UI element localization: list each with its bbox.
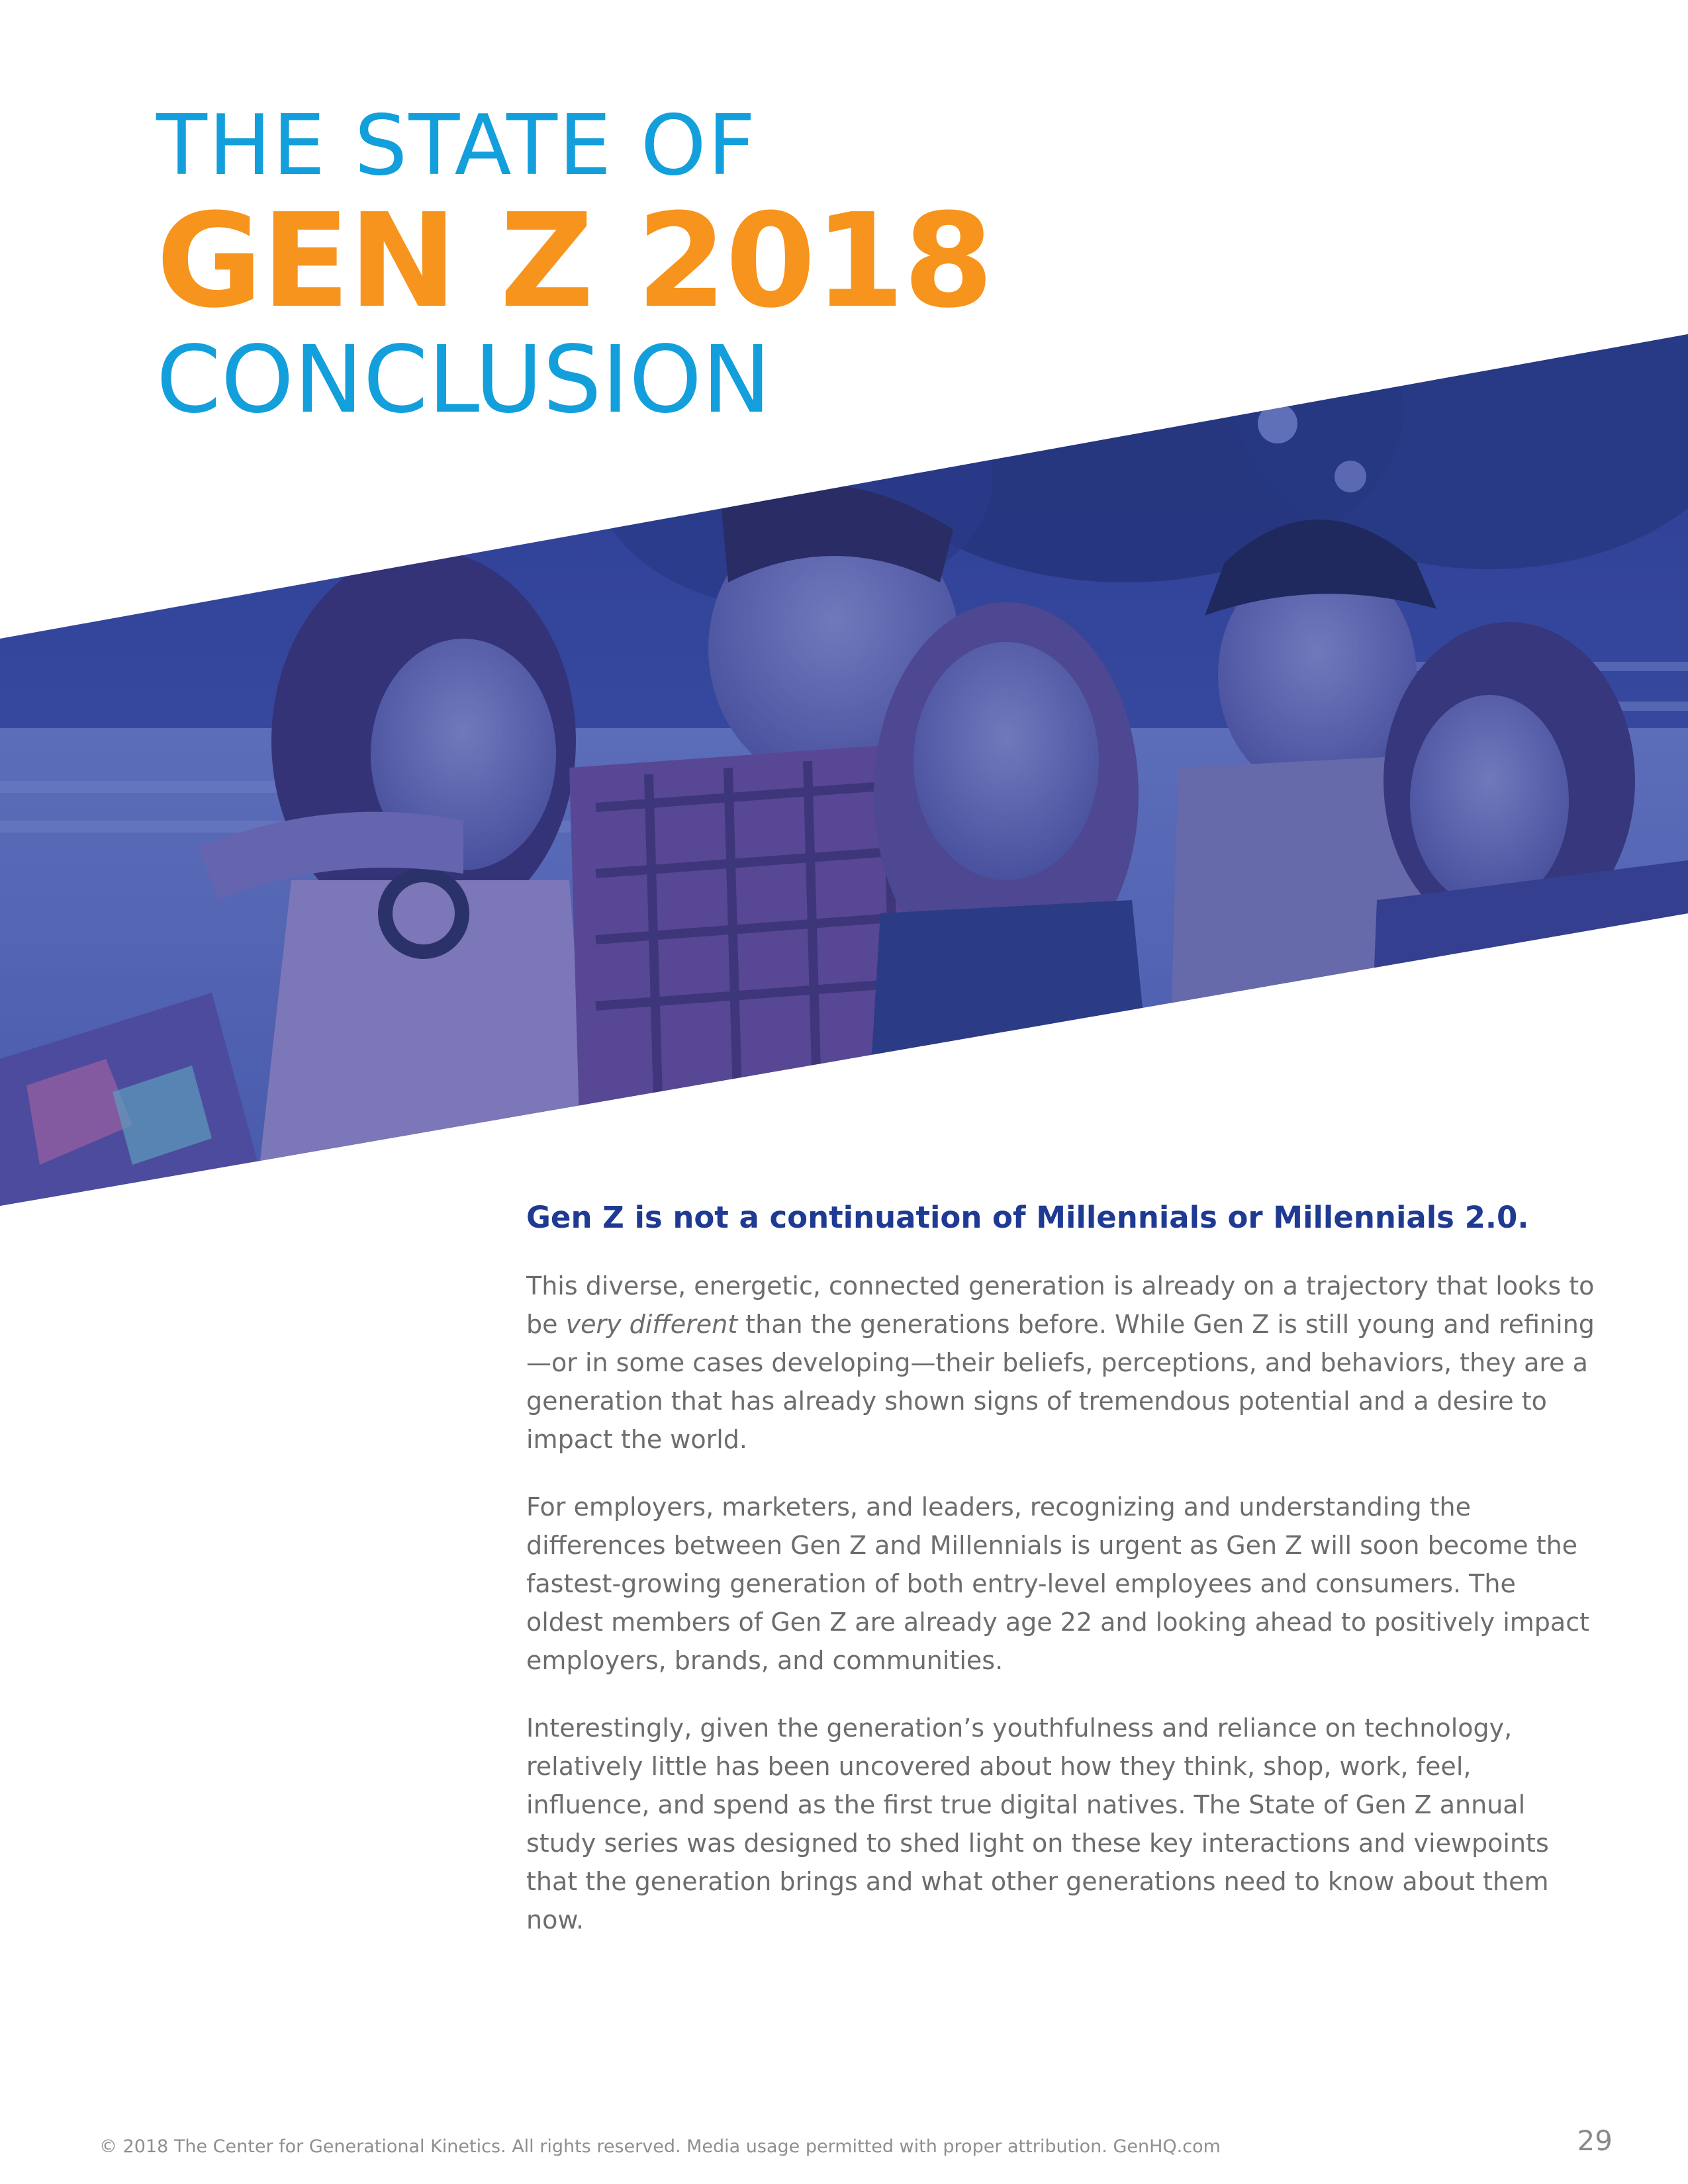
paragraph-2: For employers, marketers, and leaders, recognizing and understanding the differences between Gen Z and Millennials is urgent as Gen Z will soon become the fastest-growing generation of both entry-level employees and consumers. The oldest members of Gen Z are already age 22 and looking ahead to positively impact employers, brands, and communities. xyxy=(526,1492,1590,1675)
copyright-footer: © 2018 The Center for Generational Kinetics. All rights reserved. Media usage permitted with proper attribution. GenHQ.com xyxy=(99,2136,1221,2157)
lead-statement: Gen Z is not a continuation of Millennials or Millennials 2.0. xyxy=(526,1200,1529,1235)
page-number: 29 xyxy=(1577,2124,1613,2157)
paragraph-1-emphasis: very different xyxy=(565,1310,738,1339)
paragraph-1 xyxy=(526,1267,1599,1459)
paragraph-3: Interestingly, given the generation’s youthfulness and reliance on technology, relatively little has been uncovered about how they think, shop, work, feel, influence, and spend as the first true digital natives. The State of Gen Z annual study series was designed to shed light on these key interactions and viewpoints that the generation brings and what other generations need to know about them now. xyxy=(526,1713,1549,1934)
title-line-3: CONCLUSION xyxy=(156,326,772,434)
paragraph-1-end: than the generations before. While Gen Z is still young and refining—or in some cases developing—their beliefs, perceptions, and behaviors, they are a generation that has already shown signs of tremendous potential and a desire to impact the world. xyxy=(526,1310,1595,1454)
conclusion-content xyxy=(526,1198,1599,1968)
paragraph-1-start: This diverse, energetic, connected generation is already on a trajectory that looks to be xyxy=(526,1271,1595,1339)
title-line-1: THE STATE OF xyxy=(156,97,757,194)
title-line-2: GEN Z 2018 xyxy=(156,186,992,337)
